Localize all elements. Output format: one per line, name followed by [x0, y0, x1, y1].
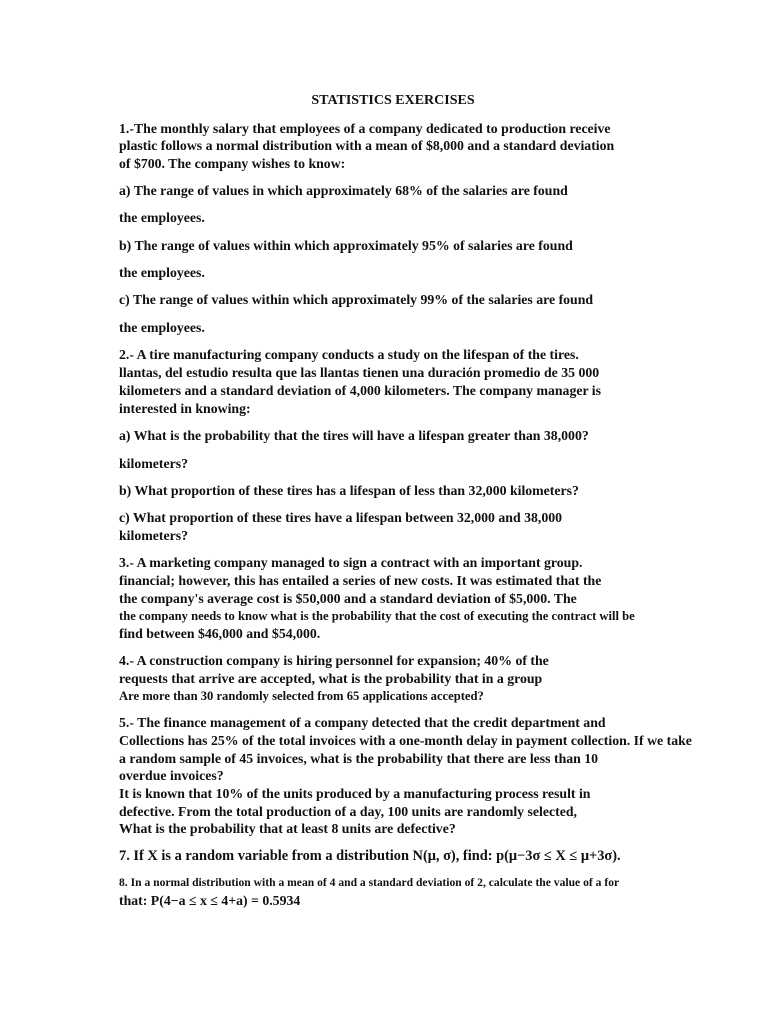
ex2-part-a-cont: kilometers?: [119, 456, 188, 471]
ex4-line-2: requests that arrive are accepted, what is the probability that in a group: [119, 671, 543, 686]
ex1-part-a: a) The range of values in which approximately 68% of the salaries are found: [119, 183, 568, 198]
document-title: STATISTICS EXERCISES: [311, 93, 475, 108]
ex2-part-c-cont: kilometers?: [119, 528, 188, 543]
ex1-part-c: c) The range of values within which approximately 99% of the salaries are found: [119, 292, 594, 307]
ex1-line-2: plastic follows a normal distribution with a mean of $8,000 and a standard deviation: [119, 138, 615, 153]
ex5-line-3: a random sample of 45 invoices, what is the probability that there are less than 10: [119, 751, 599, 766]
ex4-line-3: Are more than 30 randomly selected from 65 applications accepted?: [119, 689, 484, 703]
ex6-line-2: defective. From the total production of a day, 100 units are randomly selected,: [119, 804, 577, 819]
ex3-line-1: 3.- A marketing company managed to sign a contract with an important group.: [119, 555, 583, 570]
ex2-part-a: a) What is the probability that the tires will have a lifespan greater than 38,000?: [119, 428, 589, 443]
ex5-line-4: overdue invoices?: [119, 768, 224, 783]
ex6-line-1: It is known that 10% of the units produced by a manufacturing process result in: [119, 786, 591, 801]
ex3-line-2: financial; however, this has entailed a series of new costs. It was estimated that the: [119, 573, 602, 588]
ex5-line-2: Collections has 25% of the total invoices with a one-month delay in payment collection. If we take: [119, 733, 692, 748]
ex5-line-1: 5.- The finance management of a company detected that the credit department and: [119, 715, 606, 730]
ex4-line-1: 4.- A construction company is hiring personnel for expansion; 40% of the: [119, 653, 549, 668]
ex2-line-3: kilometers and a standard deviation of 4,000 kilometers. The company manager is: [119, 383, 602, 398]
ex2-part-c: c) What proportion of these tires have a lifespan between 32,000 and 38,000: [119, 510, 563, 525]
ex2-line-1: 2.- A tire manufacturing company conducts a study on the lifespan of the tires.: [119, 347, 579, 362]
ex1-part-c-cont: the employees.: [119, 320, 205, 335]
ex2-part-b: b) What proportion of these tires has a lifespan of less than 32,000 kilometers?: [119, 483, 579, 498]
ex2-line-2: llantas, del estudio resulta que las llantas tienen una duración promedio de 35 000: [119, 365, 600, 380]
ex8-line-2: that: P(4−a ≤ x ≤ 4+a) = 0.5934: [119, 893, 301, 908]
ex1-line-1: 1.-The monthly salary that employees of a company dedicated to production receive: [119, 121, 611, 136]
ex3-line-4: the company needs to know what is the probability that the cost of executing the contract will be: [119, 609, 635, 623]
ex1-part-b: b) The range of values within which approximately 95% of salaries are found: [119, 238, 573, 253]
ex1-part-a-cont: the employees.: [119, 210, 205, 225]
ex8-line-1: 8. In a normal distribution with a mean of 4 and a standard deviation of 2, calculate the value of a for: [119, 876, 620, 889]
ex1-part-b-cont: the employees.: [119, 265, 205, 280]
ex1-line-3: of $700. The company wishes to know:: [119, 156, 346, 171]
ex7-line-1: 7. If X is a random variable from a distribution N(μ, σ), find: p(μ−3σ ≤ X ≤ μ+3σ).: [119, 848, 621, 864]
ex6-line-3: What is the probability that at least 8 units are defective?: [119, 821, 456, 836]
ex2-line-4: interested in knowing:: [119, 401, 251, 416]
ex3-line-5: find between $46,000 and $54,000.: [119, 626, 321, 641]
ex3-line-3: the company's average cost is $50,000 and a standard deviation of $5,000. The: [119, 591, 577, 606]
